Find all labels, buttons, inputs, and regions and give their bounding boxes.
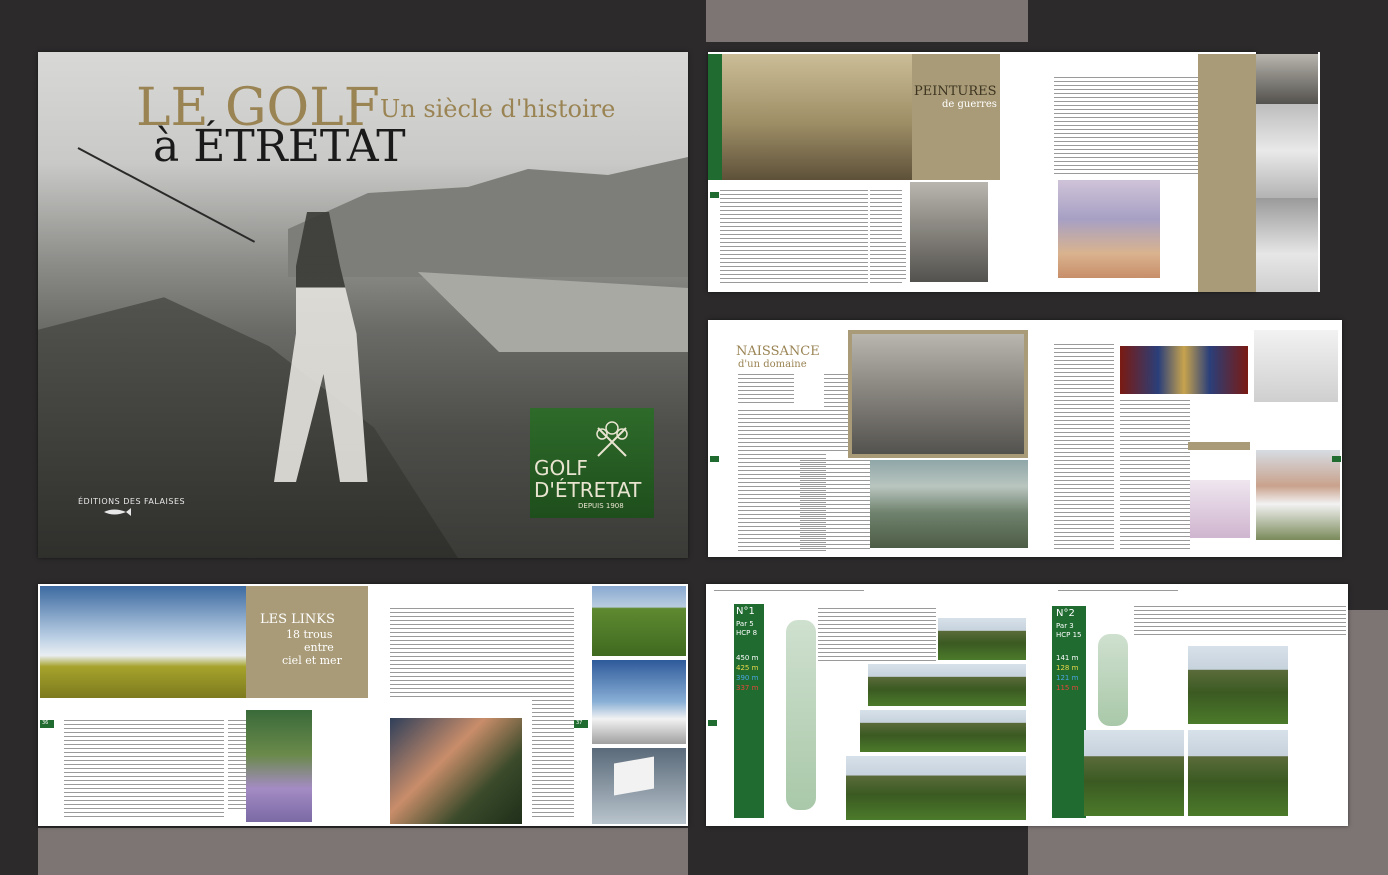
page-number-left	[710, 192, 719, 198]
hole2-photo-1	[1188, 646, 1288, 724]
cover-title-line1: LE GOLF	[136, 78, 380, 138]
hole2-distance-yellow: 128 m	[1056, 664, 1079, 672]
caption-panel	[1198, 54, 1256, 292]
peintures-subtitle: de guerres	[942, 99, 997, 110]
hole2-distance-red: 115 m	[1056, 684, 1079, 692]
hillside-shape	[38, 232, 458, 558]
crossed-clubs-shells-icon	[590, 420, 634, 464]
hole1-distance-yellow: 425 m	[736, 664, 759, 672]
right-page-text	[1054, 77, 1199, 177]
villa-photo	[1256, 450, 1340, 540]
badge-line2: D'ÉTRETAT	[534, 478, 642, 502]
village-photo	[852, 334, 1024, 454]
hole1-distance-red: 337 m	[736, 684, 759, 692]
body-text-columns	[720, 190, 868, 286]
golfer-crowd-photo	[390, 718, 522, 824]
naissance-title: NAISSANCE	[736, 344, 820, 359]
spread-links	[38, 584, 688, 826]
spread-peintures	[708, 52, 1256, 292]
hole1-distance-blue: 390 m	[736, 674, 759, 682]
spread-peintures-right-pad	[1318, 52, 1320, 292]
book-cover	[38, 52, 688, 558]
body-text-right	[390, 608, 542, 700]
hole2-hcp: HCP 15	[1056, 631, 1082, 639]
cover-title-line2: à ÉTRETAT	[153, 121, 406, 172]
badge-since: DEPUIS 1908	[578, 502, 624, 510]
caption-text-right	[532, 608, 574, 818]
header-line-left	[714, 590, 864, 592]
spread-naissance	[708, 320, 1342, 557]
background-band-bottom-left	[38, 828, 688, 875]
page-number-left: 36	[42, 720, 49, 726]
hole2-distance-white: 141 m	[1056, 654, 1079, 662]
page-number-right	[1332, 456, 1341, 462]
hole1-map	[786, 620, 816, 810]
flagstick-photo	[592, 660, 686, 744]
hole1-distance-white: 450 m	[736, 654, 759, 662]
naissance-subtitle: d'un domaine	[738, 359, 807, 370]
intro-text	[738, 374, 794, 406]
hole2-description	[1134, 606, 1346, 636]
hole2-map	[1098, 634, 1128, 726]
hole2-photo-2	[1084, 730, 1184, 816]
background-band-top	[706, 0, 1028, 42]
hole1-hcp: HCP 8	[736, 629, 758, 637]
stained-glass-photo	[1120, 346, 1248, 394]
caption-panel	[1188, 442, 1250, 450]
green-strip	[708, 54, 722, 180]
hole2-par: Par 3	[1056, 622, 1074, 630]
right-page-text-1	[1054, 344, 1114, 552]
page-number-left	[708, 720, 717, 726]
caption-text-2	[876, 242, 906, 282]
links-subtitle-1: 18 trous	[286, 628, 333, 641]
badge-line1: GOLF	[534, 456, 588, 480]
right-page-text-2	[1120, 400, 1190, 550]
links-title: LES LINKS	[260, 612, 335, 627]
header-line-right	[1058, 590, 1178, 592]
flag-number-photo	[592, 748, 686, 824]
links-subtitle-3: ciel et mer	[282, 654, 342, 667]
hole1-photo-4	[846, 756, 1026, 820]
hole1-photo-2	[868, 664, 1026, 706]
lady-painting	[1190, 480, 1250, 538]
body-text-left	[64, 720, 224, 820]
soldiers-photo-right	[1256, 54, 1318, 104]
nurses-photo	[722, 54, 912, 180]
title-panel	[912, 54, 1000, 180]
pavilion-photo	[910, 182, 988, 282]
page-number-left	[710, 456, 719, 462]
cliff-shape	[288, 157, 688, 277]
beach-shape	[418, 272, 688, 352]
hole1-photo-3	[860, 710, 1026, 752]
sketch-photo	[1254, 330, 1338, 402]
page-number-right: 37	[576, 720, 583, 726]
coast-aerial-photo	[870, 460, 1028, 548]
hole2-distance-blue: 121 m	[1056, 674, 1079, 682]
flag-shape	[614, 756, 654, 795]
publisher-name: ÉDITIONS DES FALAISES	[78, 497, 186, 506]
monument-photo	[1256, 104, 1318, 198]
trolley-photo	[592, 586, 686, 656]
spread-holes	[706, 584, 1348, 826]
cover-subtitle: Un siècle d'histoire	[380, 95, 616, 123]
hole1-par: Par 5	[736, 620, 754, 628]
caption-text	[824, 374, 850, 454]
body-text-column-2	[800, 460, 870, 552]
hole2-label: N°2	[1056, 608, 1075, 619]
snow-photo	[1256, 198, 1318, 292]
hole1-description	[818, 608, 936, 664]
hole1-label: N°1	[736, 606, 755, 617]
hole1-photo-1	[938, 618, 1026, 660]
sky-field-photo	[40, 586, 246, 698]
hole2-photo-3	[1188, 730, 1288, 816]
golf-club-badge	[530, 408, 654, 518]
peintures-title: PEINTURES	[914, 84, 997, 99]
fish-icon	[102, 507, 132, 517]
links-subtitle-2: entre	[304, 641, 334, 654]
signpost-photo	[246, 710, 312, 822]
painting-illustration	[1058, 180, 1160, 278]
